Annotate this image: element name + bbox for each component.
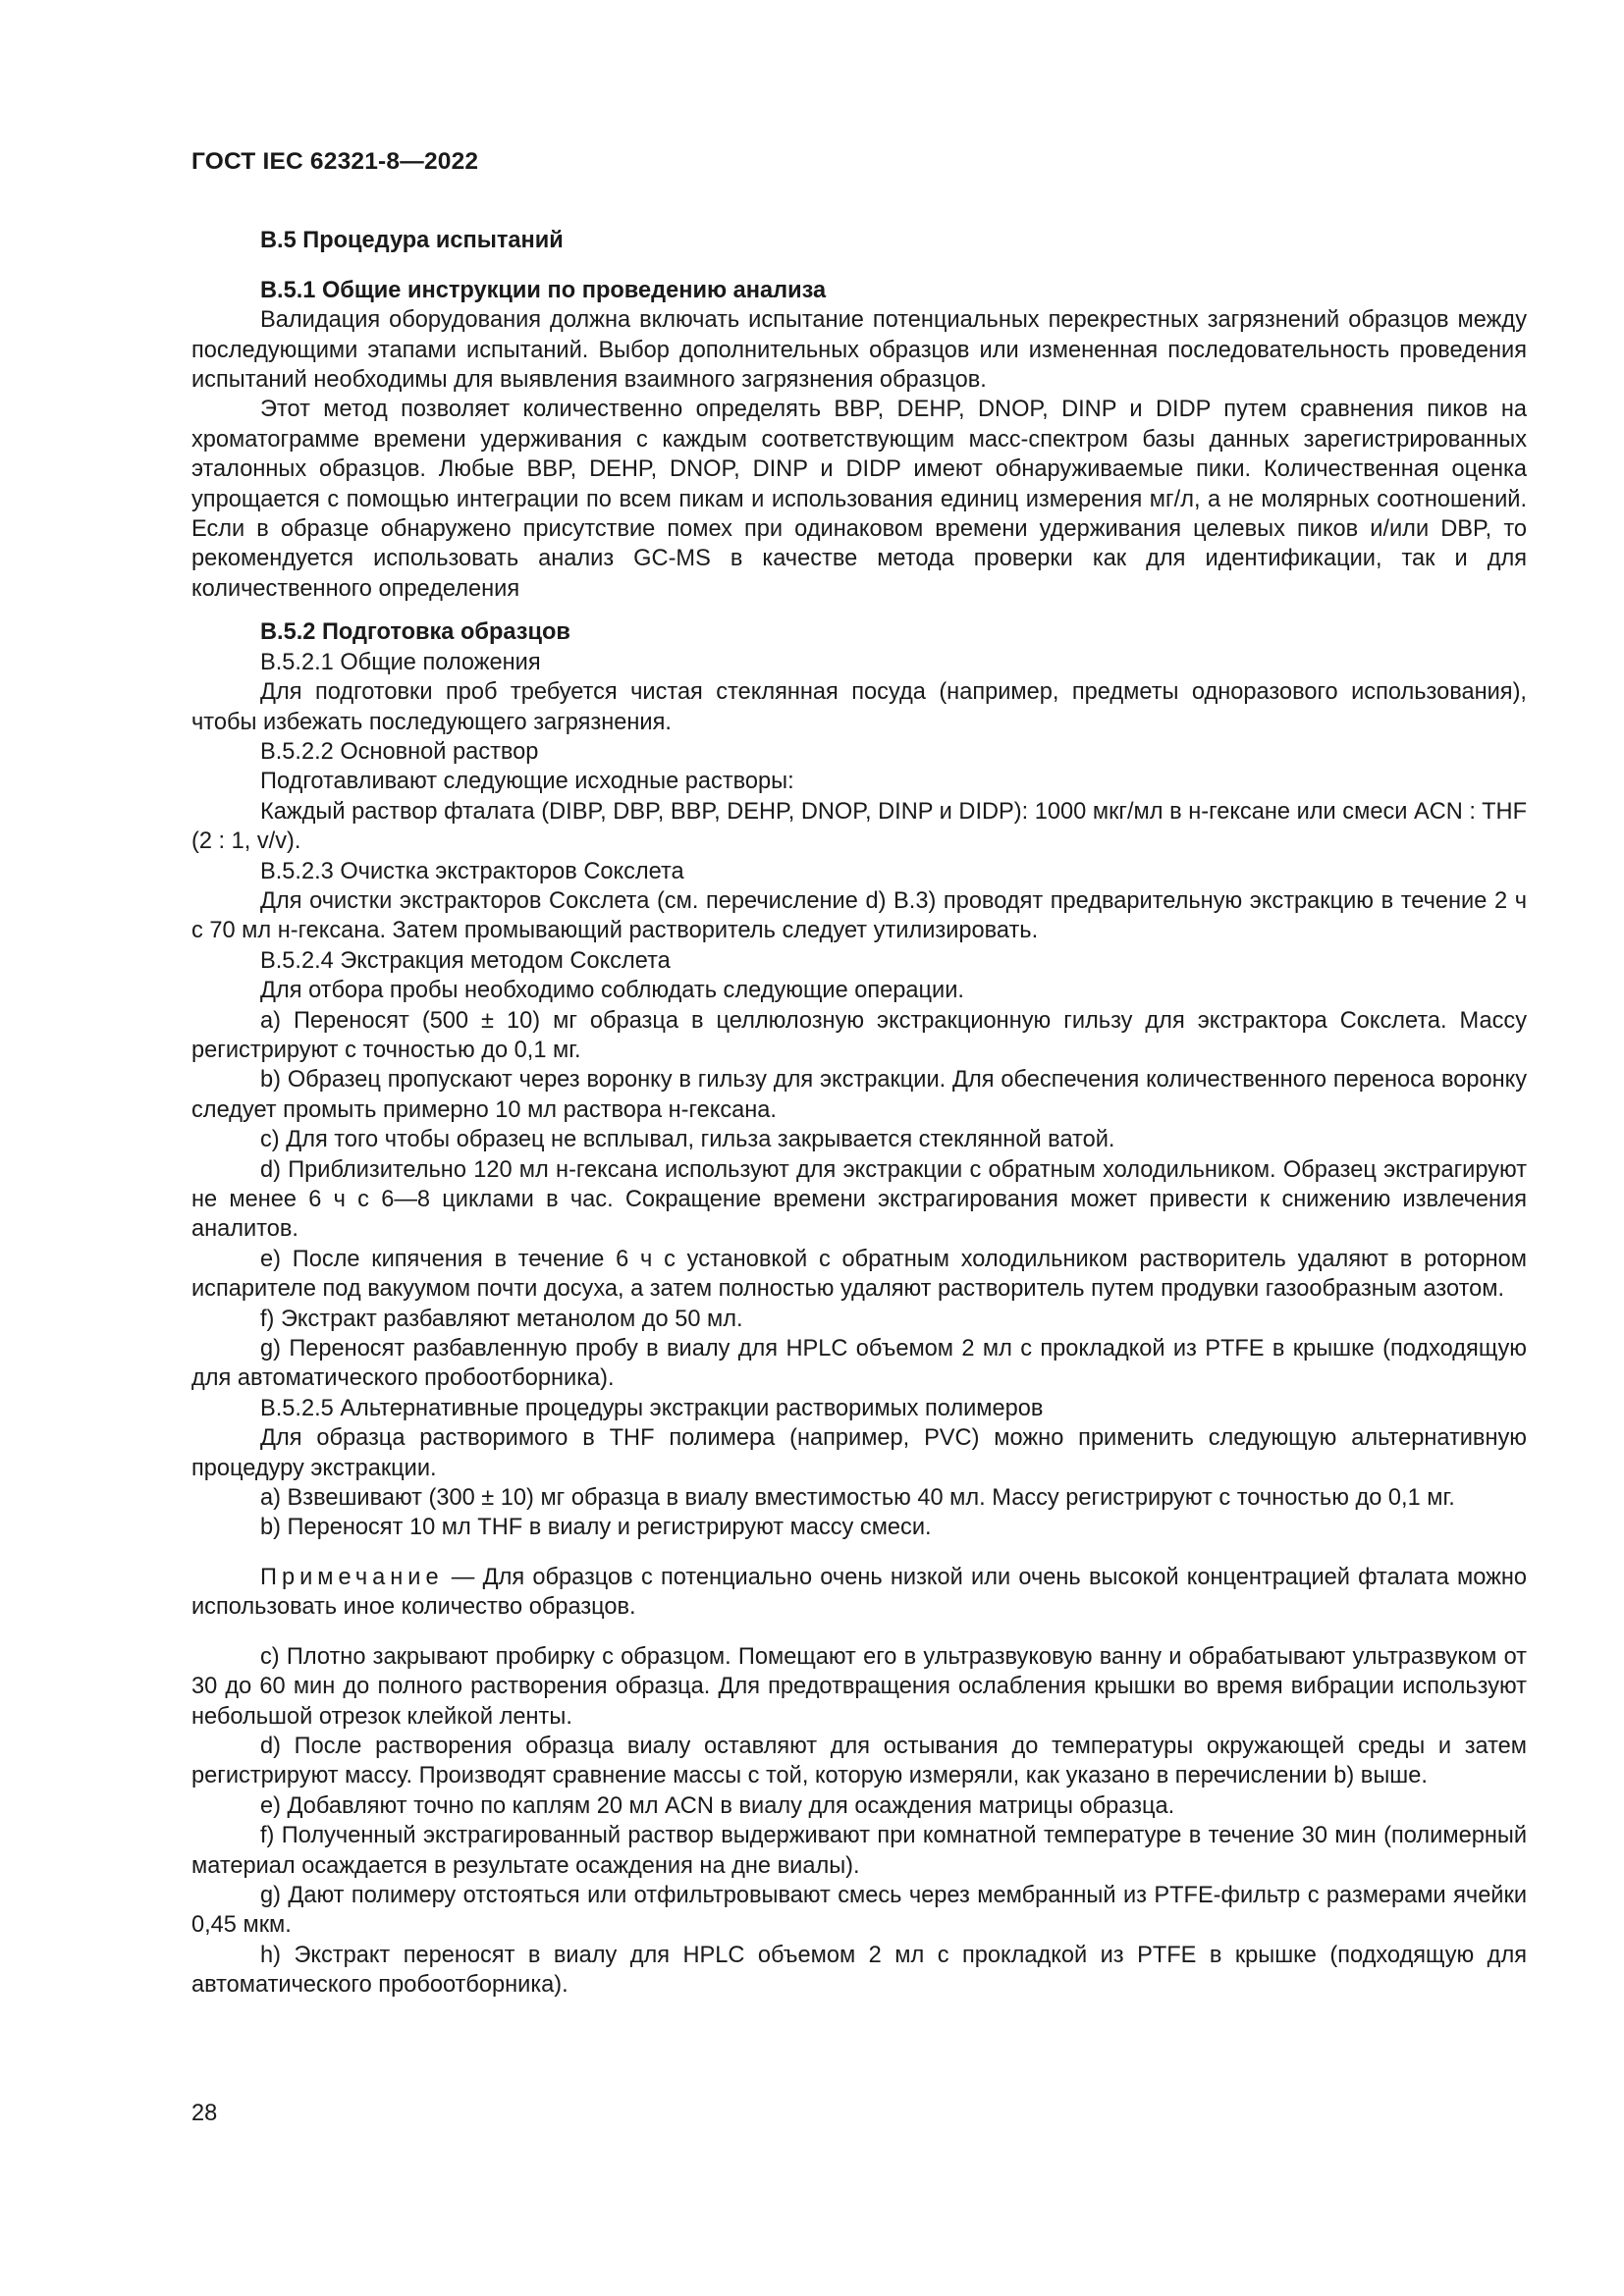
paragraph: d) Приблизительно 120 мл н-гексана используют для экстракции с обратным холодильником. Образец экстрагируют не менее 6 ч с 6—8 циклами в час. Сокращение времени экстрагирования может привести к снижению извлечения аналитов. bbox=[191, 1156, 1527, 1243]
paragraph: Для очистки экстракторов Сокслета (см. перечисление d) B.3) проводят предварительную экстракцию в течение 2 ч с 70 мл н-гексана. Затем промывающий растворитель следует утилизировать. bbox=[191, 887, 1527, 944]
paragraph: b) Образец пропускают через воронку в гильзу для экстракции. Для обеспечения количественного переноса воронку следует промыть примерно 10 мл раствора н-гексана. bbox=[191, 1067, 1527, 1123]
paragraph: c) Плотно закрывают пробирку с образцом. Помещают его в ультразвуковую ванну и обрабатывают ультразвуком от 30 до 60 мин до полного растворения образца. Для предотвращения ослабления крышки во время вибрации используют небольшой отрезок клейкой ленты. bbox=[191, 1643, 1527, 1730]
section-heading: B.5 Процедура испытаний bbox=[260, 228, 564, 254]
paragraph: f) Полученный экстрагированный раствор выдерживают при комнатной температуре в течение 30 мин (полимерный материал осаждается в результате осаждения на дне виалы). bbox=[191, 1823, 1527, 1879]
paragraph: h) Экстракт переносят в виалу для HPLC объемом 2 мл с прокладкой из PTFE в крышке (подходящую для автоматического пробоотборника). bbox=[191, 1942, 1527, 1999]
paragraph: Для подготовки проб требуется чистая стеклянная посуда (например, предметы одноразового использования), чтобы избежать последующего загрязнения. bbox=[191, 679, 1527, 735]
paragraph: g) Переносят разбавленную пробу в виалу для HPLC объемом 2 мл с прокладкой из PTFE в крышке (подходящую для автоматического пробоотборника). bbox=[191, 1336, 1527, 1392]
paragraph: Этот метод позволяет количественно определять BBP, DEHP, DNOP, DINP и DIDP путем сравнения пиков на хроматограмме времени удерживания с каждым соответствующим масс-спектром базы данных зарегистрированных эталонных образцов. Любые BBP, DEHP, DNOP, DINP и DIDP имеют обнаруживаемые пики. Количественная оценка упрощается с помощью интеграции по всем пикам и использования единиц измерения мг/л, а не молярных соотношений. Если в образце обнаружено присутствие помех при одинаковом времени удерживания целевых пиков и/или DBP, то рекомендуется использовать анализ GC-MS в качестве метода проверки как для идентификации, так и для количественного определения bbox=[191, 397, 1527, 602]
paragraph: e) Добавляют точно по каплям 20 мл ACN в виалу для осаждения матрицы образца. bbox=[260, 1792, 1175, 1819]
note-text: — Для образцов с потенциально очень низкой или очень высокой концентрацией фталата можно использовать иное количество образцов. bbox=[191, 1564, 1527, 1621]
note-label: Примечание bbox=[260, 1564, 444, 1590]
paragraph: a) Переносят (500 ± 10) мг образца в целлюлозную экстракционную гильзу для экстрактора Сокслета. Массу регистрируют с точностью до 0,1 мг. bbox=[191, 1007, 1527, 1063]
paragraph: Каждый раствор фталата (DIBP, DBP, BBP, DEHP, DNOP, DINP и DIDP): 1000 мкг/мл в н-гексане или смеси ACN : THF (2 : 1, v/v). bbox=[191, 798, 1527, 855]
paragraph: e) После кипячения в течение 6 ч с установкой с обратным холодильником растворитель удаляют в роторном испарителе под вакуумом почти досуха, а затем полностью удаляют растворитель путем продувки газообразным азотом. bbox=[191, 1246, 1527, 1303]
paragraph: Для отбора пробы необходимо соблюдать следующие операции. bbox=[260, 978, 964, 1004]
paragraph: B.5.2.4 Экстракция методом Сокслета bbox=[260, 947, 671, 974]
paragraph: a) Взвешивают (300 ± 10) мг образца в виалу вместимостью 40 мл. Массу регистрируют с точностью до 0,1 мг. bbox=[260, 1485, 1455, 1512]
paragraph: d) После растворения образца виалу оставляют для остывания до температуры окружающей среды и затем регистрируют массу. Производят сравнение массы с той, которую измеряли, как указано в перечислении b) выше. bbox=[191, 1733, 1527, 1789]
paragraph: B.5.2.5 Альтернативные процедуры экстракции растворимых полимеров bbox=[260, 1395, 1044, 1421]
paragraph: B.5.2.2 Основной раствор bbox=[260, 738, 539, 765]
document-body bbox=[191, 226, 1527, 2000]
paragraph: Подготавливают следующие исходные растворы: bbox=[260, 769, 794, 795]
section-heading: B.5.2 Подготовка образцов bbox=[260, 619, 570, 646]
paragraph: f) Экстракт разбавляют метанолом до 50 мл. bbox=[260, 1306, 743, 1332]
paragraph: g) Дают полимеру отстояться или отфильтровывают смесь через мембранный из PTFE-фильтр с размерами ячейки 0,45 мкм. bbox=[191, 1882, 1527, 1939]
paragraph: c) Для того чтобы образец не всплывал, гильза закрывается стеклянной ватой. bbox=[260, 1127, 1115, 1153]
paragraph: Валидация оборудования должна включать испытание потенциальных перекрестных загрязнений образцов между последующими этапами испытаний. Выбор дополнительных образцов или измененная последовательность проведения испытаний необходимы для выявления взаимного загрязнения образцов. bbox=[191, 307, 1527, 394]
page-number: 28 bbox=[191, 2101, 218, 2126]
document-page bbox=[191, 137, 1527, 2001]
note-paragraph bbox=[191, 1563, 1527, 1623]
paragraph: b) Переносят 10 мл THF в виалу и регистрируют массу смеси. bbox=[260, 1515, 932, 1541]
spacer bbox=[191, 256, 1527, 276]
spacer bbox=[191, 1543, 1527, 1563]
section-heading: B.5.1 Общие инструкции по проведению анализа bbox=[260, 277, 827, 303]
spacer bbox=[191, 604, 1527, 617]
paragraph: Для образца растворимого в THF полимера (например, PVC) можно применить следующую альтернативную процедуру экстракции. bbox=[191, 1425, 1527, 1481]
paragraph: B.5.2.1 Общие положения bbox=[260, 649, 541, 675]
spacer bbox=[191, 1623, 1527, 1642]
paragraph: B.5.2.3 Очистка экстракторов Сокслета bbox=[260, 858, 684, 884]
document-header: ГОСТ IEC 62321-8—2022 bbox=[191, 148, 479, 175]
